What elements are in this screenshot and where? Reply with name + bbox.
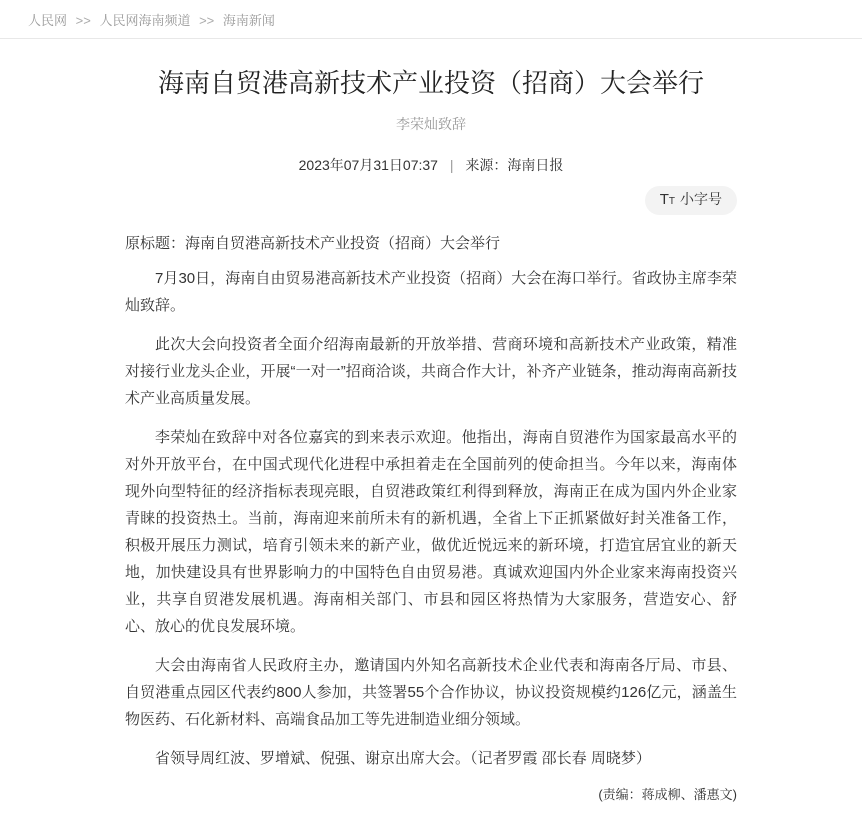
source-label: 来源： <box>465 156 508 173</box>
source-link[interactable]: 海南日报 <box>507 156 564 173</box>
article-container <box>125 67 737 825</box>
paragraph: 此次大会向投资者全面介绍海南最新的开放举措、营商环境和高新技术产业政策，精准对接行业龙头企业，开展“一对一”招商洽谈，共商合作大计，补齐产业链条，推动海南高新技术产业高质量发展。 <box>125 335 737 407</box>
breadcrumb-link-hainan-news[interactable]: 海南新闻 <box>222 13 275 28</box>
article-body <box>125 265 737 772</box>
font-size-label: 小字号 <box>680 190 722 207</box>
breadcrumb-link-hainan-channel[interactable]: 人民网海南频道 <box>99 13 191 28</box>
paragraph: 大会由海南省人民政府主办，邀请国内外知名高新技术企业代表和海南各厅局、市县、自贸港重点园区代表约800人参加，共签署55个合作协议，协议投资规模约126亿元，涵盖生物医药、石化新材料、高端食品加工等先进制造业细分领域。 <box>125 656 737 728</box>
font-size-icon: TT <box>659 190 675 208</box>
paragraph: 7月30日，海南自由贸易港高新技术产业投资（招商）大会在海口举行。省政协主席李荣灿致辞。 <box>125 269 737 314</box>
original-title: 原标题：海南自贸港高新技术产业投资（招商）大会举行 <box>125 234 501 252</box>
paragraph: 省领导周红波、罗增斌、倪强、谢京出席大会。（记者罗霞 邵长春 周晓梦） <box>155 749 651 767</box>
paragraph: 李荣灿在致辞中对各位嘉宾的到来表示欢迎。他指出，海南自贸港作为国家最高水平的对外开放平台，在中国式现代化进程中承担着走在全国前列的使命担当。今年以来，海南体现外向型特征的经济指标表现亮眼，自贸港政策红利得到释放，海南正在成为国内外企业家青睐的投资热土。当前，海南迎来前所未有的新机遇，全省上下正抓紧做好封关准备工作，积极开展压力测试，培育引领未来的新产业，做优近悦远来的新环境，打造宜居宜业的新天地，加快建设具有世界影响力的中国特色自由贸易港。真诚欢迎国内外企业家来海南投资兴业，共享自贸港发展机遇。海南相关部门、市县和园区将热情为大家服务，营造安心、舒心、放心的优良发展环境。 <box>125 428 737 635</box>
article-subtitle: 李荣灿致辞 <box>396 115 466 132</box>
article-meta <box>125 155 737 175</box>
breadcrumb-separator: >> <box>75 13 91 28</box>
breadcrumb-separator: >> <box>199 13 215 28</box>
article-toolbar <box>125 186 737 215</box>
publish-date: 2023年07月31日07:37 <box>298 156 438 173</box>
breadcrumb <box>0 0 862 39</box>
editor-note: (责编：蒋成柳、潘惠文) <box>598 786 737 802</box>
breadcrumb-link-peoples-daily[interactable]: 人民网 <box>28 13 68 28</box>
meta-separator: | <box>449 156 454 173</box>
page-title: 海南自贸港高新技术产业投资（招商）大会举行 <box>157 68 704 98</box>
font-size-button[interactable] <box>645 186 737 215</box>
